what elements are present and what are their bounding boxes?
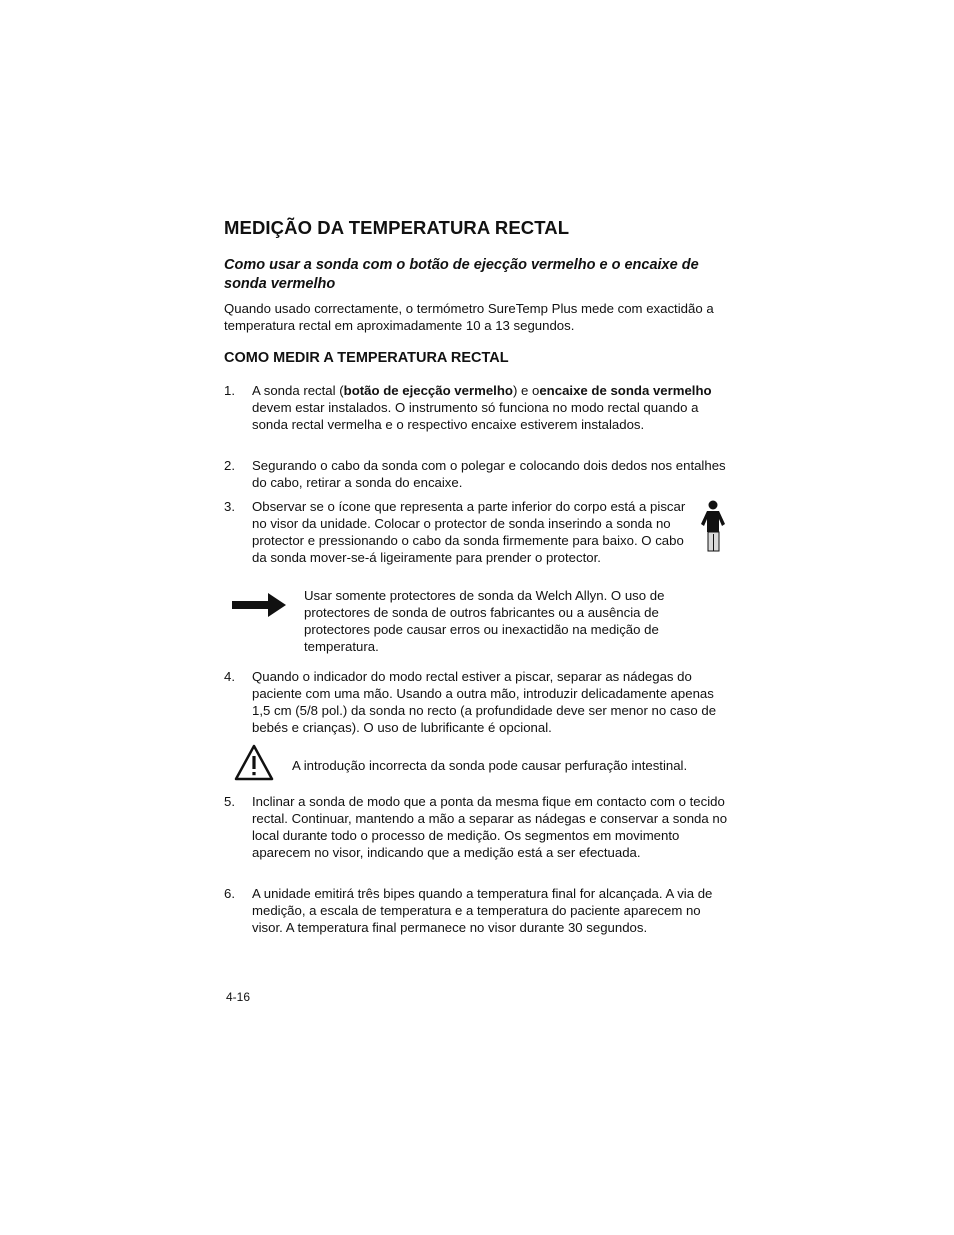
bold-term: botão de ejecção vermelho [343,383,513,398]
step-number: 4. [224,669,235,684]
step-text: Inclinar a sonda de modo que a ponta da mesma fique em contacto com o tecido rectal. Continuar, mantendo a mão a separar as nádegas e conservar a sonda no local durante todo o processo de medição. Os segmentos em movimento aparecem no visor, indicando que a medição está a ser efectuada. [252,794,728,860]
step-number: 3. [224,499,235,514]
step-number: 5. [224,794,235,809]
bold-term: encaixe de sonda vermelho [539,383,712,398]
step-text: Observar se o ícone que representa a parte inferior do corpo está a piscar no visor da unidade. Colocar o protector de sonda inserindo a sonda no protector e pressionando o cabo da sonda firmemente para baixo. O cabo da sonda mover-se-á ligeiramente para prender o protector. [252,499,686,565]
warning-text: A introdução incorrecta da sonda pode causar perfuração intestinal. [292,758,688,773]
step-number: 2. [224,458,235,473]
page-title: MEDIÇÃO DA TEMPERATURA RECTAL [224,217,570,238]
section-heading: COMO MEDIR A TEMPERATURA RECTAL [224,350,509,366]
step-number: 1. [224,383,235,398]
lower-body-icon [701,500,727,557]
arrow-right-icon [232,592,286,623]
step-text: A sonda rectal (botão de ejecção vermelho) e oencaixe de sonda vermelho devem estar instalados. O instrumento só funciona no modo rectal quando a sonda rectal vermelha e o respectivo encaixe estiverem instalados. [252,383,712,432]
step-number: 6. [224,886,235,901]
subtitle: Como usar a sonda com o botão de ejecção vermelho e o encaixe de sonda vermelho [224,257,699,292]
step-text: A unidade emitirá três bipes quando a temperatura final for alcançada. A via de medição, a escala de temperatura e a temperatura do paciente aparecem no visor. A temperatura final permanece no visor durante 30 segundos. [252,886,713,935]
step-text: Segurando o cabo da sonda com o polegar e colocando dois dedos nos entalhes do cabo, retirar a sonda do encaixe. [252,458,726,490]
warning-triangle-icon [234,744,274,786]
page-number: 4-16 [226,990,251,1004]
note-text: Usar somente protectores de sonda da Welch Allyn. O uso de protectores de sonda de outros fabricantes ou a ausência de protectores pode causar erros ou inexactidão na medição de temperatura. [304,588,665,654]
intro-paragraph: Quando usado correctamente, o termómetro SureTemp Plus mede com exactidão a temperatura rectal em aproximadamente 10 a 13 segundos. [224,301,714,333]
step-text: Quando o indicador do modo rectal estiver a piscar, separar as nádegas do paciente com uma mão. Usando a outra mão, introduzir delicadamente apenas 1,5 cm (5/8 pol.) da sonda no recto (a profundidade deve ser menor no caso de bebés e crianças). O uso de lubrificante é opcional. [252,669,717,735]
